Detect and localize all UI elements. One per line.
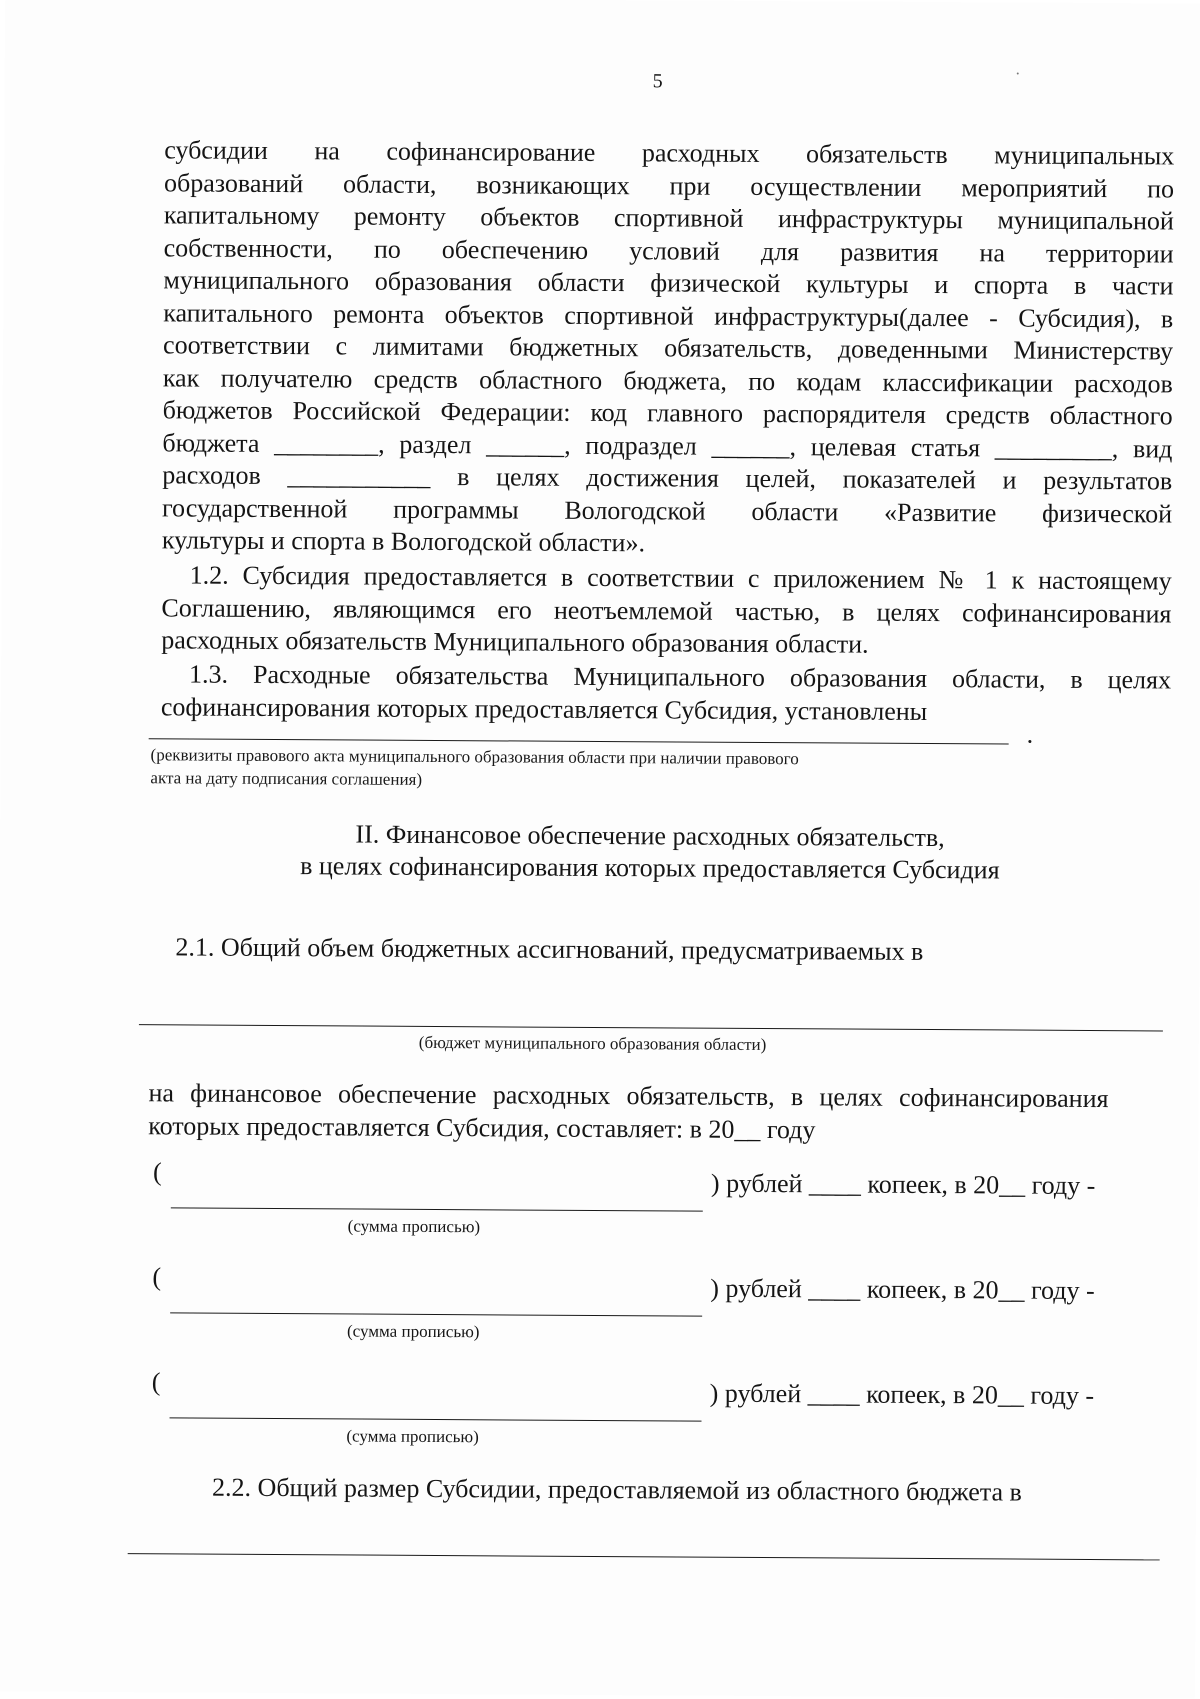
clause-line: 1.2. Субсидия предоставляется в соответствии с приложением № 1 к настоящему xyxy=(189,560,1172,596)
clause-line: 2.2. Общий размер Субсидии, предоставляемой из областного бюджета в xyxy=(212,1472,1022,1507)
clause-2-2-intro xyxy=(212,1472,1200,1511)
paragraph-line: бюджета ________, раздел ______, подраздел ______, целевая статья _________, вид xyxy=(162,427,1173,463)
paragraph-line: бюджетов Российской Федерации: код главного распорядителя средств областного xyxy=(162,395,1173,431)
legal-act-caption xyxy=(150,743,1030,794)
budget-field-line xyxy=(139,1024,1163,1031)
clause-2-1-body xyxy=(148,1077,1108,1148)
paragraph-line: культуры и спорта в Вологодской области». xyxy=(161,525,646,558)
amount-caption: (сумма прописью) xyxy=(347,1216,481,1237)
subsidy-purpose-paragraph xyxy=(162,134,1175,563)
clause-1-3 xyxy=(161,658,1171,729)
amount-open-paren: ( xyxy=(152,1157,162,1187)
amount-row xyxy=(153,1157,1153,1243)
paragraph-line: как получателю средств областного бюджета, по кодам классификации расходов xyxy=(162,362,1173,398)
amount-row xyxy=(152,1262,1152,1348)
clause-line: 2.1. Общий объем бюджетных ассигнований, предусматриваемых в xyxy=(175,932,924,966)
amount-tail-text: ) рублей ____ копеек, в 20__ году - xyxy=(710,1168,1096,1201)
heading-line: в целях софинансирования которых предоставляется Субсидия xyxy=(300,851,1000,885)
paragraph-line: муниципального образования области физической культуры и спорта в части xyxy=(163,265,1174,301)
clause-2-1-intro xyxy=(175,931,1185,970)
clause-line: Соглашению, являющимся его неотъемлемой частью, в целях софинансирования xyxy=(161,592,1172,628)
clause-line: которых предоставляется Субсидия, составляет: в 20__ году xyxy=(148,1110,816,1144)
caption-line: акта на дату подписания соглашения) xyxy=(150,768,423,789)
amount-field-line[interactable] xyxy=(170,1417,702,1421)
section-2-heading xyxy=(260,818,1040,887)
clause-1-2 xyxy=(161,559,1172,663)
scan-speck xyxy=(1017,73,1019,75)
amount-caption: (сумма прописью) xyxy=(346,1426,479,1447)
clause-line: софинансирования которых предоставляется Субсидия, установлены xyxy=(160,691,928,726)
caption-line: (реквизиты правового акта муниципального образования области при наличии правового xyxy=(150,745,799,769)
amount-field-line[interactable] xyxy=(170,1312,702,1316)
amount-row xyxy=(151,1367,1151,1453)
budget-caption: (бюджет муниципального образования области) xyxy=(418,1032,767,1055)
amount-open-paren: ( xyxy=(151,1367,161,1397)
paragraph-line: образований области, возникающих при осуществлении мероприятий по xyxy=(163,167,1175,203)
amount-tail-text: ) рублей ____ копеек, в 20__ году - xyxy=(710,1273,1095,1306)
heading-line: II. Финансовое обеспечение расходных обязательств, xyxy=(355,819,945,853)
paragraph-line: капитальному ремонту объектов спортивной инфраструктуры муниципальной xyxy=(163,200,1174,236)
page-number: 5 xyxy=(652,70,663,93)
clause-line: расходных обязательств Муниципального образования области. xyxy=(161,625,869,659)
paragraph-line: субсидии на софинансирование расходных обязательств муниципальных xyxy=(164,135,1175,171)
field-trailing-period: . xyxy=(1026,719,1034,749)
amount-field-line[interactable] xyxy=(171,1207,703,1211)
paragraph-line: собственности, по обеспечению условий для развития на территории xyxy=(163,232,1174,268)
paragraph-line: капитального ремонта объектов спортивной инфраструктуры(далее - Субсидия), в xyxy=(163,297,1174,333)
paragraph-line: государственной программы Вологодской области «Развитие физической xyxy=(161,492,1173,528)
budget-field-line-2 xyxy=(128,1553,1160,1560)
paragraph-line: соответствии с лимитами бюджетных обязательств, доведенными Министерству xyxy=(162,330,1174,366)
amount-tail-text: ) рублей ____ копеек, в 20__ году - xyxy=(709,1378,1095,1411)
paragraph-line: расходов ___________ в целях достижения целей, показателей и результатов xyxy=(162,460,1173,496)
clause-line: на финансовое обеспечение расходных обязательств, в целях софинансирования xyxy=(148,1078,1109,1114)
clause-line: 1.3. Расходные обязательства Муниципального образования области, в целях xyxy=(188,659,1172,695)
amount-open-paren: ( xyxy=(152,1262,162,1292)
amount-caption: (сумма прописью) xyxy=(346,1321,480,1342)
